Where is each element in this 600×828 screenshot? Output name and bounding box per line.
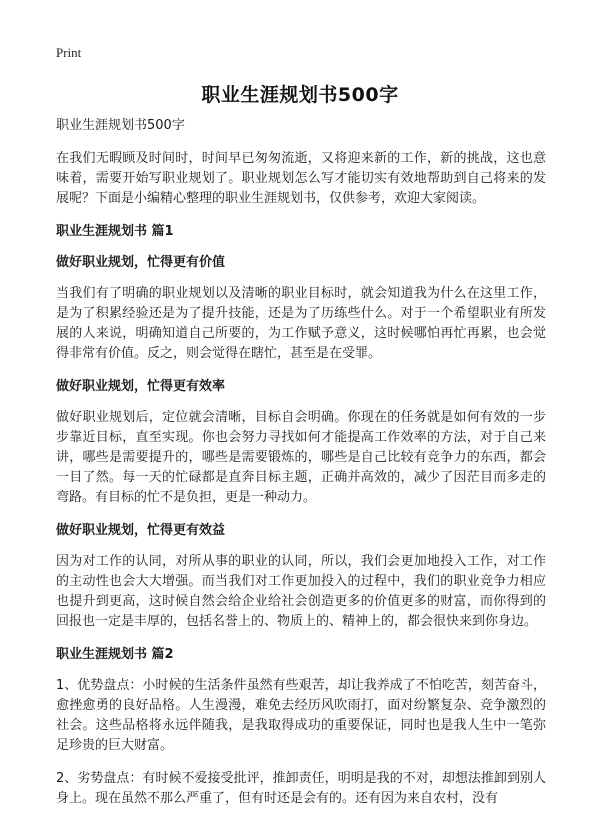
section-paragraph: 当我们有了明确的职业规划以及清晰的职业目标时，就会知道我为什么在这里工作，是为了积累经验还是为了提升技能，还是为了历练些什么。对于一个希望职业有所发展的人来说，明确知道自己所要的，为工作赋予意义，这时候哪怕再忙再累，也会觉得非常有价值。反之，则会觉得在瞎忙，甚至是在受罪。	[56, 286, 546, 361]
strengths-paragraph: 1、优势盘点：小时候的生活条件虽然有些艰苦，却让我养成了不怕吃苦，刻苦奋斗，愈挫愈勇的良好品格。人生漫漫，难免去经历风吹雨打，面对纷繁复杂、竞争激烈的社会。这些品格将永远伴随我，是我取得成功的重要保证，同时也是我人生中一笔弥足珍贵的巨大财富。	[56, 678, 546, 753]
document-subtitle: 职业生涯规划书500字	[56, 118, 185, 133]
section-paragraph: 做好职业规划后，定位就会清晰，目标自会明确。你现在的任务就是如何有效的一步步靠近目标，直至实现。你也会努力寻找如何才能提高工作效率的方法，对于自己来讲，哪些是需要提升的，哪些是需要锻炼的，哪些是自己比较有竞争力的东西，都会一目了然。每一天的忙碌都是直奔目标主题，正确并高效的，减少了因茫目而多走的弯路。有目标的忙不是负担，更是一种动力。	[56, 410, 546, 505]
intro-paragraph: 在我们无暇顾及时间时，时间早已匆匆流逝，又将迎来新的工作，新的挑战，这也意味着，需要开始写职业规划了。职业规划怎么写才能切实有效地帮助到自己将来的发展呢？下面是小编精心整理的职业生涯规划书，仅供参考，欢迎大家阅读。	[56, 151, 546, 206]
section-heading: 做好职业规划，忙得更有效益	[56, 523, 226, 538]
document-body	[56, 116, 546, 822]
chapter-1-heading: 职业生涯规划书 篇1	[56, 224, 174, 239]
section-heading: 做好职业规划，忙得更有价值	[56, 255, 226, 270]
section-heading: 做好职业规划，忙得更有效率	[56, 379, 226, 394]
section-paragraph: 因为对工作的认同，对所从事的职业的认同，所以，我们会更加地投入工作，对工作的主动性也会大大增强。而当我们对工作更加投入的过程中，我们的职业竞争力相应也提升到更高，这时候自然会给企业给社会创造更多的价值更多的财富，而你得到的回报也一定是丰厚的，包括名誉上的、物质上的、精神上的，都会很快来到你身边。	[56, 554, 546, 629]
page-title: 职业生涯规划书500字	[201, 84, 399, 106]
weaknesses-paragraph: 2、劣势盘点：有时候不爱接受批评，推卸责任，明明是我的不对，却想法推卸到别人身上。现在虽然不那么严重了，但有时还是会有的。还有因为来自农村，没有	[56, 771, 546, 806]
chapter-2-heading: 职业生涯规划书 篇2	[56, 647, 174, 662]
print-label[interactable]: Print	[56, 45, 82, 60]
